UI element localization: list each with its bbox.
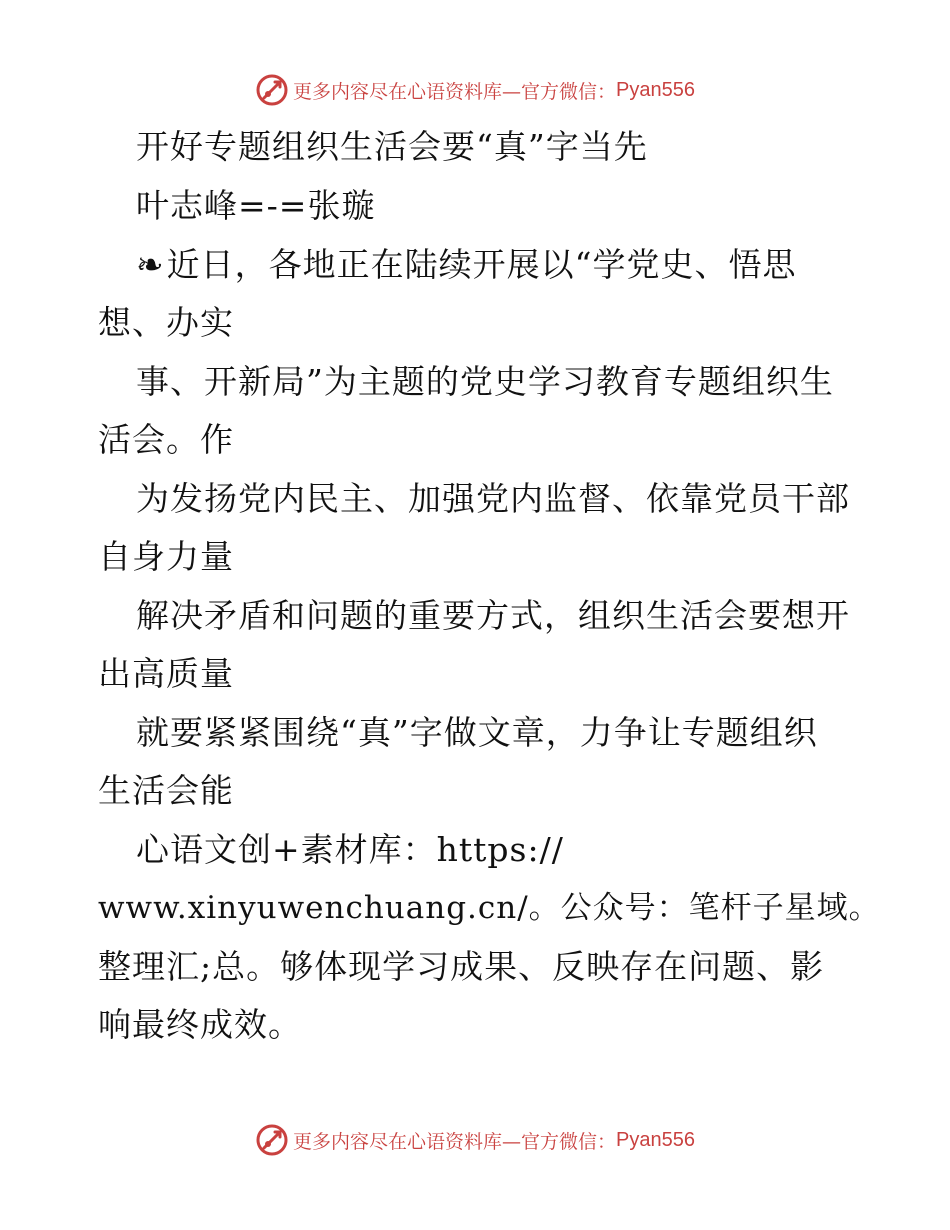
paragraph-line-url: www.xinyuwenchuang.cn/。公众号：笔杆子星域。 [98, 890, 881, 926]
paragraph-line: 为发扬党内民主、加强党内监督、依靠党员干部 [136, 479, 850, 518]
quill-seal-icon [255, 73, 289, 107]
document-title: 开好专题组织生活会要“真”字当先 [136, 127, 648, 166]
paragraph-line: 活会。作 [98, 420, 234, 459]
paragraph-line: 事、开新局”为主题的党史学习教育专题组织生 [136, 362, 834, 401]
paragraph-line: 出高质量 [98, 654, 234, 693]
document-author: 叶志峰=-=张璇 [136, 186, 376, 225]
paragraph-line: 想、办实 [98, 303, 234, 342]
paragraph-line [136, 245, 797, 285]
header-watermark-banner [0, 70, 950, 110]
banner-wechat-handle: Pyan556 [616, 1128, 695, 1151]
paragraph-line: 生活会能 [98, 771, 234, 810]
paragraph-line: 心语文创+素材库：https:// [136, 830, 564, 869]
paragraph-line: 整理汇;总。够体现学习成果、反映存在问题、影 [98, 947, 825, 986]
paragraph-line: 自身力量 [98, 537, 234, 576]
fleuron-icon: ❧ [136, 245, 165, 284]
paragraph-line: 响最终成效。 [98, 1005, 302, 1044]
paragraph-line: 解决矛盾和问题的重要方式，组织生活会要想开 [136, 596, 850, 635]
paragraph-line: 就要紧紧围绕“真”字做文章，力争让专题组织 [136, 713, 818, 752]
paragraph-line-text: 近日，各地正在陆续开展以“学党史、悟思 [166, 245, 797, 284]
footer-watermark-banner [0, 1120, 950, 1160]
banner-text: 更多内容尽在心语资料库—官方微信： [293, 80, 617, 103]
banner-wechat-handle: Pyan556 [616, 78, 695, 101]
banner-text: 更多内容尽在心语资料库—官方微信： [293, 1130, 617, 1153]
quill-seal-icon [255, 1123, 289, 1157]
